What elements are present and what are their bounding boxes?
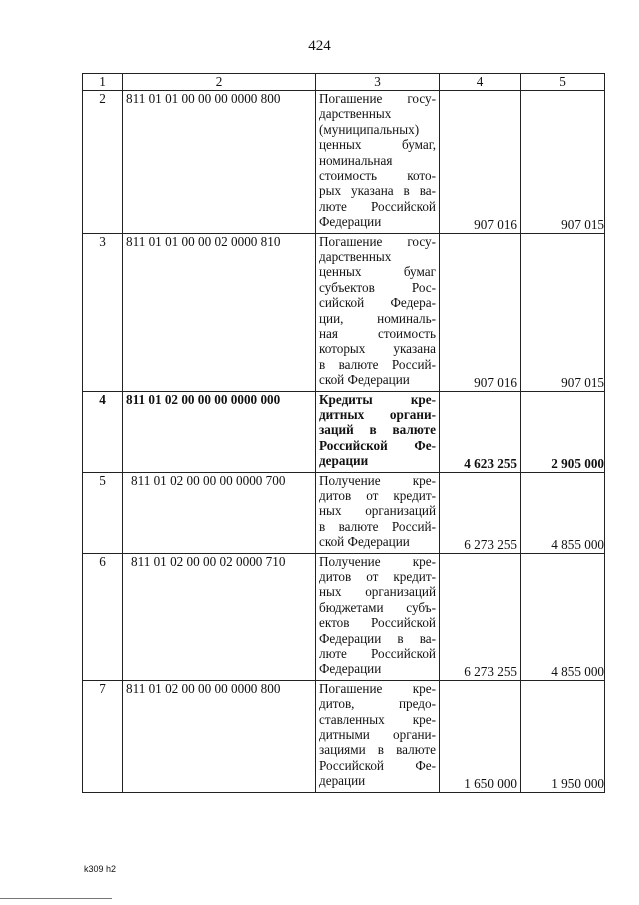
item-name-line: дитными органи-	[319, 726, 436, 742]
item-name-line: субъектов Рос-	[319, 279, 436, 295]
budget-code: 811 01 02 00 00 00 0000 700	[123, 472, 316, 553]
item-name-line: ставленных кре-	[319, 711, 436, 727]
table-row	[83, 553, 605, 680]
item-name-line: ской Федерации	[319, 534, 410, 550]
item-name-line: Федерации	[319, 661, 382, 677]
item-name-line: ции, номиналь-	[319, 310, 436, 326]
item-name	[316, 391, 440, 472]
item-name-line: дитов от кредит-	[319, 568, 436, 584]
table-row	[83, 391, 605, 472]
item-name	[316, 553, 440, 680]
item-name-line: Погашение госу-	[319, 233, 436, 249]
item-name-line: рых указана в ва-	[319, 183, 436, 199]
item-name-line: ектов Российской	[319, 615, 436, 631]
item-name-line: дитов, предо-	[319, 696, 436, 712]
item-name-line: в валюте Россий-	[319, 356, 436, 372]
row-number: 4	[83, 391, 123, 472]
item-name-line: люте Российской	[319, 645, 436, 661]
budget-code: 811 01 02 00 00 02 0000 710	[123, 553, 316, 680]
amount-col-5: 907 015	[521, 91, 605, 234]
row-number: 3	[83, 233, 123, 391]
amount-col-5: 4 855 000	[521, 472, 605, 553]
item-name-line: дитных органи-	[319, 406, 436, 422]
row-number: 7	[83, 680, 123, 792]
item-name-line: Российской Фе-	[319, 437, 436, 453]
column-header-5: 5	[521, 74, 605, 91]
item-name-line: Погашение госу-	[319, 91, 436, 106]
bottom-scan-line	[0, 898, 112, 899]
amount-col-4: 6 273 255	[440, 472, 521, 553]
amount-col-5: 4 855 000	[521, 553, 605, 680]
column-header-4: 4	[440, 74, 521, 91]
item-name-line: ных организаций	[319, 503, 436, 519]
amount-col-4: 907 016	[440, 91, 521, 234]
item-name-line: сийской Федера-	[319, 295, 436, 311]
item-name-line: номинальная	[319, 152, 393, 168]
table-row	[83, 472, 605, 553]
table-row	[83, 680, 605, 792]
item-name-line: дерации	[319, 453, 369, 469]
amount-col-4: 907 016	[440, 233, 521, 391]
item-name-line: дитов от кредит-	[319, 487, 436, 503]
page-number: 424	[308, 38, 331, 54]
table-row	[83, 233, 605, 391]
item-name	[316, 233, 440, 391]
item-name	[316, 680, 440, 792]
item-name-line: люте Российской	[319, 198, 436, 214]
item-name-line: ная стоимость	[319, 325, 436, 341]
item-name-line: (муниципальных)	[319, 121, 420, 137]
item-name-line: дарственных	[319, 248, 392, 264]
item-name-line: бюджетами субъ-	[319, 599, 436, 615]
amount-col-5: 1 950 000	[521, 680, 605, 792]
table-header-row	[83, 74, 605, 91]
budget-code: 811 01 01 00 00 02 0000 810	[123, 233, 316, 391]
amount-col-4: 4 623 255	[440, 391, 521, 472]
item-name-line: которых указана	[319, 341, 436, 357]
row-number: 6	[83, 553, 123, 680]
item-name	[316, 91, 440, 234]
column-header-3: 3	[316, 74, 440, 91]
item-name-line: Получение кре-	[319, 472, 436, 488]
item-name-line: Федерации	[319, 214, 382, 230]
budget-code: 811 01 02 00 00 00 0000 800	[123, 680, 316, 792]
amount-col-4: 6 273 255	[440, 553, 521, 680]
item-name-line: ценных бумаг,	[319, 137, 436, 153]
item-name-line: ценных бумаг	[319, 264, 436, 280]
budget-table	[82, 73, 605, 793]
item-name	[316, 472, 440, 553]
item-name-line: стоимость кото-	[319, 167, 436, 183]
budget-code: 811 01 01 00 00 00 0000 800	[123, 91, 316, 234]
footer-code: k309 h2	[84, 864, 117, 874]
item-name-line: дарственных	[319, 106, 392, 122]
item-name-line: Федерации в ва-	[319, 630, 436, 646]
item-name-line: дерации	[319, 773, 366, 789]
column-header-1: 1	[83, 74, 123, 91]
column-header-2: 2	[123, 74, 316, 91]
item-name-line: ской Федерации	[319, 372, 410, 388]
row-number: 2	[83, 91, 123, 234]
amount-col-5: 907 015	[521, 233, 605, 391]
budget-code: 811 01 02 00 00 00 0000 000	[123, 391, 316, 472]
item-name-line: Российской Фе-	[319, 757, 436, 773]
item-name-line: зациями в валюте	[319, 742, 436, 758]
table-row	[83, 91, 605, 234]
row-number: 5	[83, 472, 123, 553]
item-name-line: заций в валюте	[319, 422, 436, 438]
item-name-line: Кредиты кре-	[319, 391, 436, 407]
item-name-line: ных организаций	[319, 584, 436, 600]
amount-col-5: 2 905 000	[521, 391, 605, 472]
item-name-line: в валюте Россий-	[319, 518, 436, 534]
amount-col-4: 1 650 000	[440, 680, 521, 792]
item-name-line: Получение кре-	[319, 553, 436, 569]
item-name-line: Погашение кре-	[319, 680, 436, 696]
